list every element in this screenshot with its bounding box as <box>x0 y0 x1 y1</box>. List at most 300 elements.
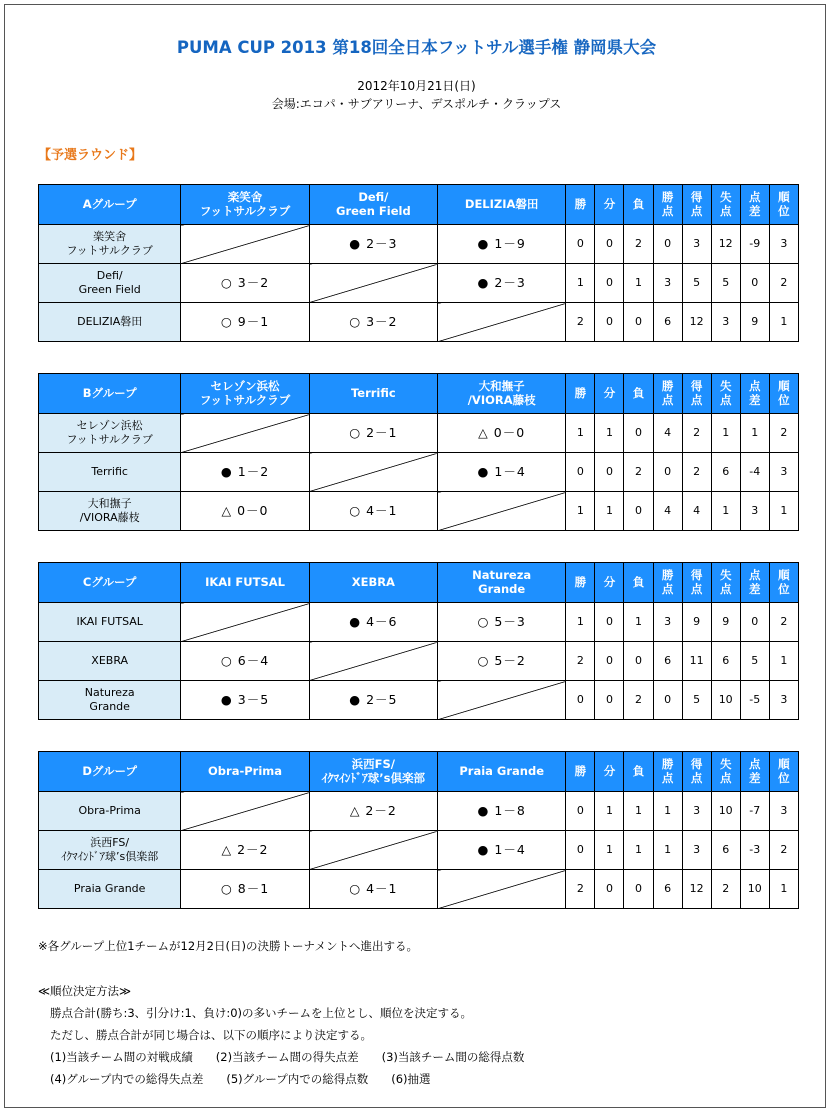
stat-header-rank <box>769 752 798 792</box>
stat-header-ga <box>711 185 740 225</box>
match-result: △ 2－2 <box>309 792 437 831</box>
opponent-name: Obra-Prima <box>208 764 283 779</box>
stat-gd: 9 <box>740 303 769 342</box>
stat-draw: 1 <box>595 831 624 870</box>
match-result: ● 1－8 <box>438 792 566 831</box>
stat-header-text: 分 <box>603 574 616 589</box>
match-result: ○ 2－1 <box>309 414 437 453</box>
stat-header-loss <box>624 563 653 603</box>
team-name-line: Obra-Prima <box>78 803 141 817</box>
stat-ga: 6 <box>711 831 740 870</box>
stat-header-text: 点 <box>719 770 732 785</box>
self-match-cell <box>438 870 566 909</box>
stat-header-rank <box>769 185 798 225</box>
opponent-name: セレゾン浜松 <box>210 379 280 394</box>
stat-rank: 1 <box>769 303 798 342</box>
match-result: △ 0－0 <box>438 414 566 453</box>
stat-header-text: 点 <box>719 392 732 407</box>
stat-pts: 1 <box>653 792 682 831</box>
stat-draw: 0 <box>595 264 624 303</box>
stat-gd: 5 <box>740 642 769 681</box>
stat-ga: 5 <box>711 264 740 303</box>
stat-header-gf <box>682 563 711 603</box>
stat-header-text: 点 <box>749 379 761 394</box>
self-match-cell <box>438 303 566 342</box>
self-match-cell <box>181 603 309 642</box>
stat-header-text: 負 <box>632 385 645 400</box>
stat-gd: -9 <box>740 225 769 264</box>
team-row <box>39 642 799 681</box>
stat-ga: 3 <box>711 303 740 342</box>
stat-rank: 1 <box>769 870 798 909</box>
stat-pts: 4 <box>653 492 682 531</box>
opponent-header <box>309 374 437 414</box>
stat-gf: 12 <box>682 303 711 342</box>
opponent-header <box>438 752 566 792</box>
team-name-line: セレゾン浜松 <box>76 418 143 432</box>
event-date: 2012年10月21日(日) <box>357 79 476 93</box>
stat-win: 1 <box>566 492 595 531</box>
opponent-name: Defi/ <box>358 190 389 205</box>
stat-ga: 12 <box>711 225 740 264</box>
stat-gd: 0 <box>740 603 769 642</box>
stat-header-loss <box>624 185 653 225</box>
stat-header-text: 勝 <box>574 763 587 778</box>
stat-gf: 4 <box>682 492 711 531</box>
stat-header-text: 点 <box>661 203 674 218</box>
team-row <box>39 492 799 531</box>
stat-header-ga <box>711 563 740 603</box>
team-name-line: 浜西FS/ <box>90 835 130 849</box>
stat-draw: 1 <box>595 792 624 831</box>
stat-header-text: 点 <box>719 203 732 218</box>
stat-gd: 10 <box>740 870 769 909</box>
opponent-name: Terrific <box>350 386 396 401</box>
stat-win: 1 <box>566 264 595 303</box>
stat-gf: 5 <box>682 264 711 303</box>
team-row <box>39 225 799 264</box>
team-row <box>39 681 799 720</box>
stat-header-text: 点 <box>749 190 761 205</box>
stat-win: 2 <box>566 870 595 909</box>
stat-win: 1 <box>566 603 595 642</box>
stat-draw: 1 <box>595 414 624 453</box>
stat-header-win <box>566 752 595 792</box>
stat-header-text: 勝 <box>574 385 587 400</box>
stat-header-text: 分 <box>603 763 616 778</box>
opponent-header <box>438 563 566 603</box>
stat-win: 0 <box>566 453 595 492</box>
team-name-line: /VIORA藤枝 <box>79 511 140 524</box>
match-result: ○ 4－1 <box>309 492 437 531</box>
stat-header-text: 点 <box>749 568 761 583</box>
stat-header-text: 失 <box>719 568 732 583</box>
stat-loss: 0 <box>624 870 653 909</box>
team-row <box>39 264 799 303</box>
opponent-header <box>438 374 566 414</box>
opponent-name: フットサルクラブ <box>199 203 291 218</box>
team-name-line: 楽笑舍 <box>93 229 127 243</box>
stat-header-text: 差 <box>749 770 761 785</box>
stat-loss: 2 <box>624 225 653 264</box>
opponent-header <box>309 752 437 792</box>
stat-header-text: 位 <box>778 770 790 785</box>
stat-draw: 0 <box>595 303 624 342</box>
match-result: ○ 3－2 <box>309 303 437 342</box>
stat-header-text: 順 <box>778 379 790 394</box>
stat-rank: 2 <box>769 831 798 870</box>
opponent-name: 楽笑舍 <box>227 190 263 205</box>
stat-header-loss <box>624 374 653 414</box>
match-result: ● 2－3 <box>438 264 566 303</box>
stat-pts: 4 <box>653 414 682 453</box>
round-label: 【予選ラウンド】 <box>38 148 143 163</box>
team-name-line: IKAI FUTSAL <box>76 614 143 628</box>
team-name-line: Defi/ <box>96 268 123 282</box>
stat-ga: 10 <box>711 681 740 720</box>
ranking-rule-line-3: (1)当該チーム間の対戦成績 (2)当該チーム間の得失点差 (3)当該チーム間の総得点数 <box>50 1050 525 1064</box>
stat-gf: 3 <box>682 831 711 870</box>
stat-header-text: 点 <box>661 392 674 407</box>
stat-rank: 2 <box>769 603 798 642</box>
team-name-line: Natureza <box>84 685 135 699</box>
ranking-method-title: ≪順位決定方法≫ <box>38 984 132 998</box>
stat-header-text: 得 <box>690 190 703 205</box>
stat-header-text: 分 <box>603 385 616 400</box>
team-name-line: ｲｸﾏｲﾝﾄﾞｱ球’s倶楽部 <box>61 850 159 863</box>
opponent-header <box>181 752 309 792</box>
stat-gd: 3 <box>740 492 769 531</box>
self-match-cell <box>181 414 309 453</box>
team-row <box>39 303 799 342</box>
team-name <box>39 225 181 264</box>
stat-header-draw <box>595 563 624 603</box>
group-name: Dグループ <box>39 752 181 792</box>
team-row <box>39 792 799 831</box>
opponent-name: DELIZIA磐田 <box>464 197 539 212</box>
stat-loss: 1 <box>624 603 653 642</box>
team-name <box>39 303 181 342</box>
opponent-name: Praia Grande <box>459 764 544 779</box>
stat-header-pts <box>653 563 682 603</box>
group-name: Bグループ <box>39 374 181 414</box>
stat-gf: 9 <box>682 603 711 642</box>
group-name: Cグループ <box>39 563 181 603</box>
stat-header-win <box>566 185 595 225</box>
match-result: △ 2－2 <box>181 831 309 870</box>
stat-header-text: 点 <box>690 203 703 218</box>
stat-header-text: 点 <box>661 581 674 596</box>
stat-ga: 2 <box>711 870 740 909</box>
page-title: PUMA CUP 2013 第18回全日本フットサル選手権 静岡県大会 <box>176 38 657 57</box>
stat-pts: 3 <box>653 603 682 642</box>
stat-header-text: 点 <box>719 581 732 596</box>
stat-header-win <box>566 374 595 414</box>
stat-header-draw <box>595 752 624 792</box>
opponent-name: 浜西FS/ <box>351 757 396 772</box>
stat-draw: 0 <box>595 225 624 264</box>
self-match-cell <box>181 792 309 831</box>
stat-loss: 2 <box>624 681 653 720</box>
match-result: ● 3－5 <box>181 681 309 720</box>
match-result: ○ 5－2 <box>438 642 566 681</box>
team-name-line: DELIZIA磐田 <box>77 314 143 328</box>
stat-header-text: 位 <box>778 581 790 596</box>
team-name-line: XEBRA <box>91 653 129 667</box>
match-result: ● 1－4 <box>438 831 566 870</box>
stat-header-text: 分 <box>603 196 616 211</box>
stat-win: 0 <box>566 792 595 831</box>
match-result: ○ 8－1 <box>181 870 309 909</box>
team-name <box>39 492 181 531</box>
stat-header-text: 順 <box>778 568 790 583</box>
opponent-header <box>309 563 437 603</box>
stat-header-pts <box>653 185 682 225</box>
stat-header-loss <box>624 752 653 792</box>
stat-gd: -3 <box>740 831 769 870</box>
team-name <box>39 603 181 642</box>
stat-header-gd <box>740 563 769 603</box>
match-result: ● 1－4 <box>438 453 566 492</box>
self-match-cell <box>438 492 566 531</box>
match-result: ● 2－3 <box>309 225 437 264</box>
group-table <box>38 373 799 531</box>
stat-rank: 1 <box>769 492 798 531</box>
stat-header-text: 差 <box>749 581 761 596</box>
stat-ga: 1 <box>711 414 740 453</box>
stat-header-ga <box>711 752 740 792</box>
stat-header-gd <box>740 185 769 225</box>
stat-header-pts <box>653 752 682 792</box>
stat-header-text: 勝 <box>574 196 587 211</box>
team-name <box>39 414 181 453</box>
stat-header-ga <box>711 374 740 414</box>
stat-rank: 3 <box>769 225 798 264</box>
group-table <box>38 184 799 342</box>
stat-header-text: 失 <box>719 190 732 205</box>
stat-gd: 1 <box>740 414 769 453</box>
stat-header-text: 負 <box>632 196 645 211</box>
stat-header-text: 勝 <box>574 574 587 589</box>
stat-ga: 10 <box>711 792 740 831</box>
match-result: ○ 6－4 <box>181 642 309 681</box>
stat-draw: 0 <box>595 603 624 642</box>
opponent-header <box>309 185 437 225</box>
team-row <box>39 414 799 453</box>
match-result: ● 1－9 <box>438 225 566 264</box>
group-table <box>38 751 799 909</box>
opponent-header <box>181 185 309 225</box>
event-venue: 会場:エコパ・サブアリーナ、デスポルチ・クラップス <box>271 97 562 111</box>
match-result: ○ 3－2 <box>181 264 309 303</box>
stat-loss: 2 <box>624 453 653 492</box>
team-row <box>39 870 799 909</box>
stat-loss: 1 <box>624 831 653 870</box>
team-name <box>39 642 181 681</box>
stat-rank: 3 <box>769 681 798 720</box>
stat-header-text: 差 <box>749 203 761 218</box>
stat-win: 2 <box>566 642 595 681</box>
stat-ga: 6 <box>711 453 740 492</box>
opponent-header <box>181 563 309 603</box>
stat-header-text: 勝 <box>661 568 674 583</box>
stat-ga: 9 <box>711 603 740 642</box>
stat-header-gd <box>740 374 769 414</box>
stat-pts: 1 <box>653 831 682 870</box>
stat-win: 1 <box>566 414 595 453</box>
team-name <box>39 870 181 909</box>
stat-loss: 0 <box>624 642 653 681</box>
stat-gd: -5 <box>740 681 769 720</box>
stat-win: 0 <box>566 681 595 720</box>
stat-draw: 0 <box>595 453 624 492</box>
self-match-cell <box>309 642 437 681</box>
ranking-rule-line-2: ただし、勝点合計が同じ場合は、以下の順序により決定する。 <box>50 1028 372 1042</box>
stat-pts: 6 <box>653 870 682 909</box>
stat-header-text: 点 <box>749 757 761 772</box>
stat-rank: 3 <box>769 453 798 492</box>
stat-rank: 3 <box>769 792 798 831</box>
stat-gf: 2 <box>682 414 711 453</box>
stat-draw: 1 <box>595 492 624 531</box>
opponent-name: IKAI FUTSAL <box>205 575 285 590</box>
stat-header-text: 勝 <box>661 379 674 394</box>
stat-header-text: 勝 <box>661 190 674 205</box>
stat-header-rank <box>769 563 798 603</box>
stat-pts: 3 <box>653 264 682 303</box>
stat-ga: 1 <box>711 492 740 531</box>
stat-loss: 1 <box>624 264 653 303</box>
team-row <box>39 603 799 642</box>
self-match-cell <box>309 453 437 492</box>
advance-note: ※各グループ上位1チームが12月2日(日)の決勝トーナメントへ進出する。 <box>38 939 418 953</box>
team-name-line: フットサルクラブ <box>66 244 153 257</box>
match-result: ○ 5－3 <box>438 603 566 642</box>
team-name-line: 大和撫子 <box>87 496 132 510</box>
team-name <box>39 831 181 870</box>
match-result: ● 1－2 <box>181 453 309 492</box>
self-match-cell <box>309 264 437 303</box>
opponent-name: XEBRA <box>351 575 395 590</box>
stat-header-text: 勝 <box>661 757 674 772</box>
stat-pts: 0 <box>653 453 682 492</box>
stat-header-text: 位 <box>778 392 790 407</box>
stat-pts: 0 <box>653 681 682 720</box>
stat-header-text: 順 <box>778 757 790 772</box>
stat-header-text: 得 <box>690 757 703 772</box>
stat-ga: 6 <box>711 642 740 681</box>
self-match-cell <box>438 681 566 720</box>
stat-win: 0 <box>566 831 595 870</box>
stat-header-draw <box>595 185 624 225</box>
stat-gf: 11 <box>682 642 711 681</box>
stat-header-gd <box>740 752 769 792</box>
opponent-name: ｲｸﾏｲﾝﾄﾞｱ球’s倶楽部 <box>321 770 425 785</box>
stat-header-gf <box>682 185 711 225</box>
match-result: △ 0－0 <box>181 492 309 531</box>
stat-header-text: 点 <box>690 392 703 407</box>
team-name-line: Grande <box>89 700 130 713</box>
stat-pts: 6 <box>653 303 682 342</box>
stat-header-win <box>566 563 595 603</box>
stat-gd: -4 <box>740 453 769 492</box>
match-result: ● 2－5 <box>309 681 437 720</box>
stat-gd: 0 <box>740 264 769 303</box>
opponent-name: Grande <box>478 581 526 596</box>
stat-header-gf <box>682 374 711 414</box>
team-row <box>39 453 799 492</box>
stat-loss: 0 <box>624 303 653 342</box>
stat-header-gf <box>682 752 711 792</box>
stat-gf: 2 <box>682 453 711 492</box>
stat-header-rank <box>769 374 798 414</box>
stat-header-text: 得 <box>690 379 703 394</box>
stat-loss: 0 <box>624 414 653 453</box>
team-name-line: Praia Grande <box>73 881 146 895</box>
stat-header-text: 失 <box>719 757 732 772</box>
team-row <box>39 831 799 870</box>
match-result: ○ 4－1 <box>309 870 437 909</box>
stat-header-text: 点 <box>690 581 703 596</box>
stat-gd: -7 <box>740 792 769 831</box>
stat-header-text: 失 <box>719 379 732 394</box>
stat-win: 0 <box>566 225 595 264</box>
opponent-name: /VIORA藤枝 <box>467 392 536 407</box>
stat-rank: 2 <box>769 264 798 303</box>
group-name: Aグループ <box>39 185 181 225</box>
team-name-line: Terrific <box>91 464 128 478</box>
stat-rank: 1 <box>769 642 798 681</box>
opponent-name: 大和撫子 <box>478 379 525 394</box>
stat-draw: 0 <box>595 642 624 681</box>
stat-header-text: 点 <box>690 770 703 785</box>
stat-gf: 3 <box>682 792 711 831</box>
stat-pts: 6 <box>653 642 682 681</box>
team-name <box>39 792 181 831</box>
stat-header-text: 負 <box>632 574 645 589</box>
team-name-line: フットサルクラブ <box>66 433 153 446</box>
stat-win: 2 <box>566 303 595 342</box>
self-match-cell <box>309 831 437 870</box>
ranking-rule-line-4: (4)グループ内での総得失点差 (5)グループ内での総得点数 (6)抽選 <box>50 1072 431 1086</box>
self-match-cell <box>181 225 309 264</box>
opponent-header <box>438 185 566 225</box>
team-name <box>39 453 181 492</box>
team-name <box>39 264 181 303</box>
stat-loss: 1 <box>624 792 653 831</box>
stat-header-text: 点 <box>661 770 674 785</box>
team-name <box>39 681 181 720</box>
stat-gf: 12 <box>682 870 711 909</box>
stat-loss: 0 <box>624 492 653 531</box>
stat-draw: 0 <box>595 681 624 720</box>
stat-header-pts <box>653 374 682 414</box>
stat-gf: 5 <box>682 681 711 720</box>
opponent-header <box>181 374 309 414</box>
group-table <box>38 562 799 720</box>
stat-header-draw <box>595 374 624 414</box>
opponent-name: Natureza <box>472 568 532 583</box>
stat-draw: 0 <box>595 870 624 909</box>
stat-rank: 2 <box>769 414 798 453</box>
opponent-name: Green Field <box>336 203 411 218</box>
stat-gf: 3 <box>682 225 711 264</box>
stat-header-text: 得 <box>690 568 703 583</box>
stat-pts: 0 <box>653 225 682 264</box>
match-result: ○ 9－1 <box>181 303 309 342</box>
ranking-rule-line-1: 勝点合計(勝ち:3、引分け:1、負け:0)の多いチームを上位とし、順位を決定する。 <box>50 1006 473 1020</box>
stat-header-text: 順 <box>778 190 790 205</box>
